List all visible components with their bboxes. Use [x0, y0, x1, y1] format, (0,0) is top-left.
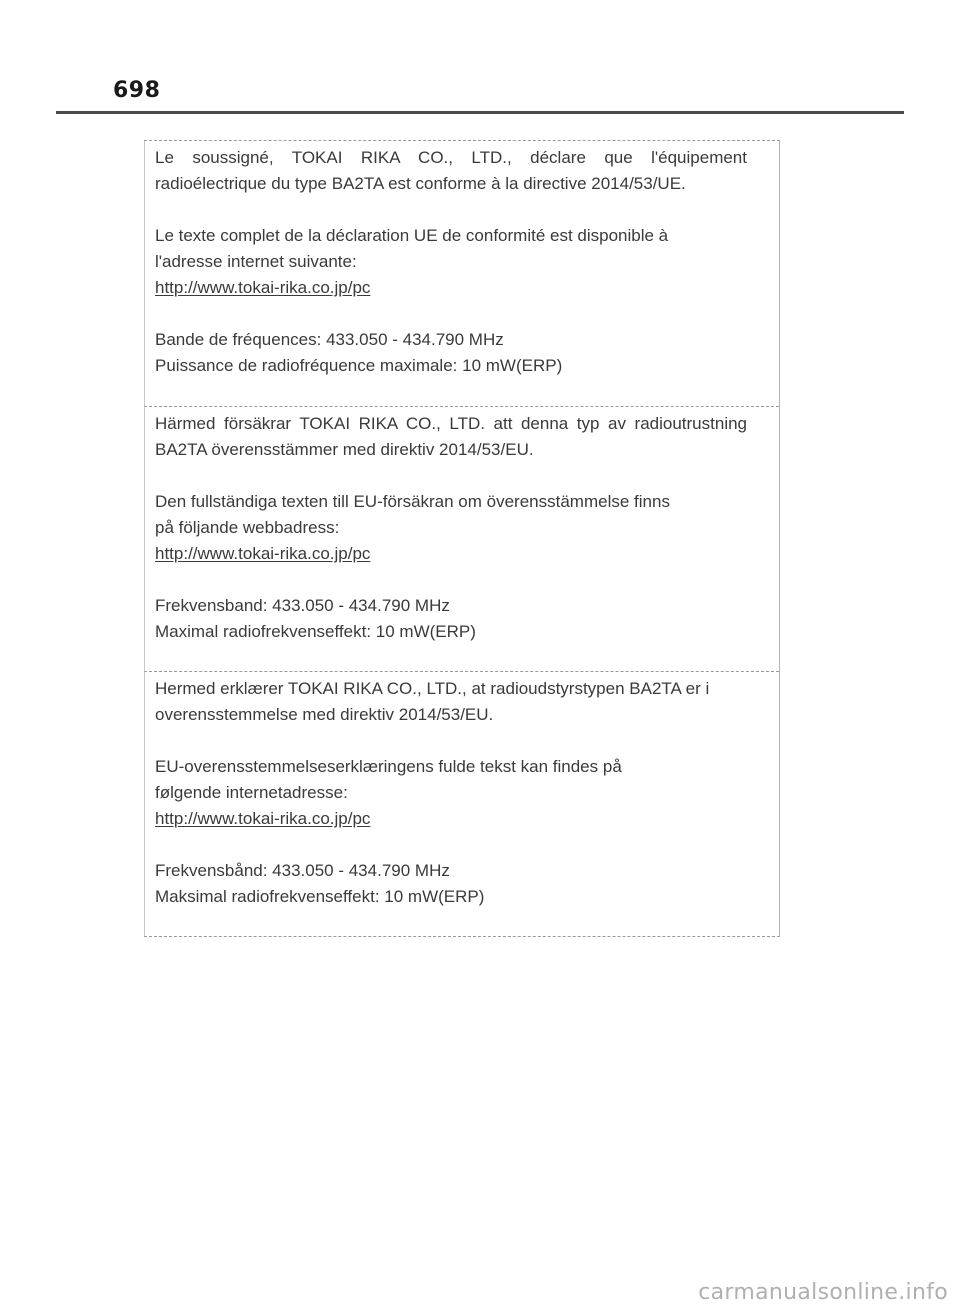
declaration-table	[144, 140, 780, 937]
watermark: carmanualsonline.info	[698, 1280, 948, 1305]
fulltext-availability-line-2: l'adresse internet suivante:	[155, 252, 357, 271]
frequency-band: Frekvensbånd: 433.050 - 434.790 MHz	[155, 861, 450, 880]
declaration-section-sv	[144, 406, 779, 671]
frequency-band: Bande de fréquences: 433.050 - 434.790 MHz	[155, 330, 504, 349]
fulltext-availability-line-2: følgende internetadresse:	[155, 783, 348, 802]
declaration-url-link[interactable]: http://www.tokai-rika.co.jp/pc	[155, 544, 371, 563]
declaration-url-link[interactable]: http://www.tokai-rika.co.jp/pc	[155, 278, 371, 297]
page-number: 698	[113, 78, 161, 103]
max-rf-power: Puissance de radiofréquence maximale: 10 mW(ERP)	[155, 356, 563, 375]
declaration-section-fr	[144, 141, 779, 406]
conformity-statement: Härmed försäkrar TOKAI RIKA CO., LTD. att denna typ av radioutrustning BA2TA överensstämmer med direktiv 2014/53/EU.	[155, 414, 747, 459]
fulltext-availability-line-1: EU-overensstemmelseserklæringens fulde tekst kan findes på	[155, 757, 622, 776]
max-rf-power: Maximal radiofrekvenseffekt: 10 mW(ERP)	[155, 622, 476, 641]
declaration-section-da	[144, 671, 779, 936]
header-rule	[56, 111, 904, 114]
fulltext-availability-line-2: på följande webbadress:	[155, 518, 340, 537]
max-rf-power: Maksimal radiofrekvenseffekt: 10 mW(ERP)	[155, 887, 485, 906]
declaration-url-link[interactable]: http://www.tokai-rika.co.jp/pc	[155, 809, 371, 828]
fulltext-availability-line-1: Le texte complet de la déclaration UE de conformité est disponible à	[155, 226, 669, 245]
frequency-band: Frekvensband: 433.050 - 434.790 MHz	[155, 596, 450, 615]
conformity-statement: Hermed erklærer TOKAI RIKA CO., LTD., at radioudstyrstypen BA2TA er i overensstemmelse med direktiv 2014/53/EU.	[155, 679, 710, 724]
conformity-statement: Le soussigné, TOKAI RIKA CO., LTD., déclare que l'équipement radioélectrique du type BA2TA est conforme à la directive 2014/53/UE.	[155, 148, 747, 193]
fulltext-availability-line-1: Den fullständiga texten till EU-försäkran om överensstämmelse finns	[155, 492, 670, 511]
